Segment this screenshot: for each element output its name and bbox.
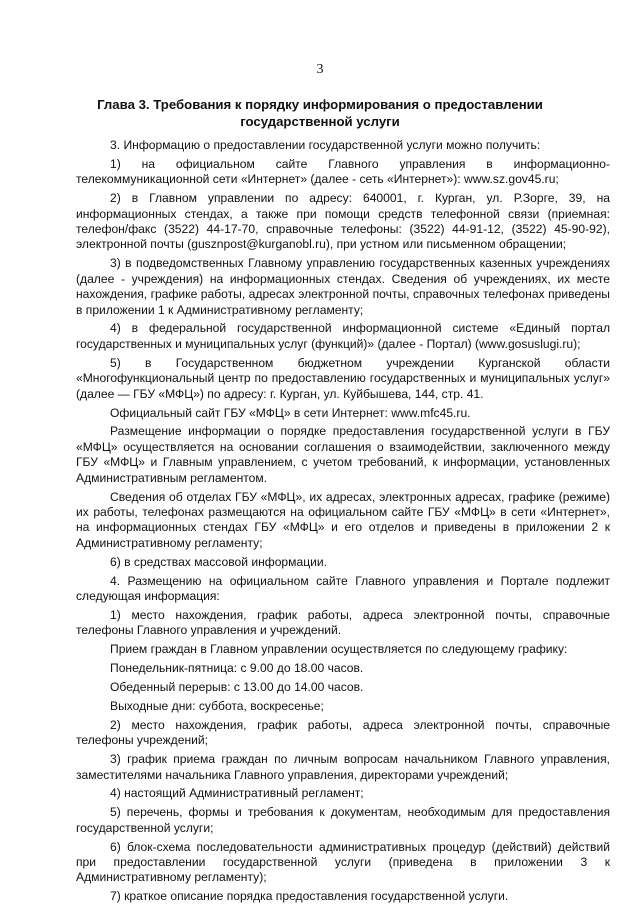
paragraph: 5) перечень, формы и требования к документам, необходимым для предоставления государственной услуги; (76, 805, 610, 835)
paragraph: Официальный сайт ГБУ «МФЦ» в сети Интернет: www.mfc45.ru. (110, 405, 471, 420)
paragraph: 3) в подведомственных Главному управлению государственных казенных учреждениях (далее - учреждения) на информационных стендах. Сведения об учреждениях, их месте нахождения, графике работы, адресах электронной почты, справочных телефонах приведены в приложении 1 к Административному регламенту; (76, 256, 610, 317)
page-number: 3 (316, 62, 324, 77)
paragraph: 7) краткое описание порядка предоставления государственной услуги. (110, 889, 509, 904)
paragraph: 4) в федеральной государственной информационной системе «Единый портал государственных и муниципальных услуг (функций)» (далее - Портал) (www.gosuslugi.ru); (76, 321, 610, 351)
paragraph: 3. Информацию о предоставлении государственной услуги можно получить: (110, 138, 541, 152)
paragraph: 4. Размещению на официальном сайте Главного управления и Портале подлежит следующая информация: (76, 573, 610, 603)
paragraph: 5) в Государственном бюджетном учреждении Курганской области «Многофункциональный центр по предоставлению государственных и муниципальных услуг» (далее — ГБУ «МФЦ») по адресу: г. Курган, ул. Куйбышева, 144, стр. 41. (76, 355, 610, 401)
paragraph: Сведения об отделах ГБУ «МФЦ», их адресах, электронных адресах, графике (режиме) их работы, телефонах размещаются на официальном сайте ГБУ «МФЦ» в сети «Интернет», на информационных стендах ГБУ «МФЦ» и его отделов и приведены в приложении 2 к Административному регламенту; (76, 489, 610, 550)
paragraph: 1) на официальном сайте Главного управления в информационно-телекоммуникационной сети «Интернет» (далее - сеть «Интернет»): www.sz.gov45.ru; (76, 156, 610, 187)
paragraph: 6) в средствах массовой информации. (110, 554, 327, 569)
paragraph: 1) место нахождения, график работы, адреса электронной почты, справочные телефоны Главного управления и учреждений. (76, 607, 610, 638)
paragraph: Обеденный перерыв: с 13.00 до 14.00 часов. (110, 680, 364, 694)
paragraph: 6) блок-схема последовательности административных процедур (действий) действий при предоставлении государственной услуги (приведена в приложении 3 к Административному регламенту); (76, 839, 610, 885)
document-body (76, 138, 610, 908)
paragraph: Выходные дни: суббота, воскресенье; (110, 698, 324, 713)
paragraph: 2) в Главном управлении по адресу: 640001, г. Курган, ул. Р.Зорге, 39, на информационных стендах, а также при помощи средств телефонной связи (приемная: телефон/факс (3522) 44-17-70, справочные телефоны: (3522) 44-91-12, (3522) 45-90-92), электронной почты (gusznpost@kurganobl.ru), при устном или письменном обращении; (76, 191, 610, 252)
paragraph: Прием граждан в Главном управлении осуществляется по следующему графику: (110, 642, 568, 657)
paragraph: Понедельник-пятница: с 9.00 до 18.00 часов. (110, 661, 364, 676)
paragraph: 4) настоящий Административный регламент; (110, 786, 364, 801)
paragraph: 2) место нахождения, график работы, адреса электронной почты, справочные телефоны учреждений; (76, 717, 610, 748)
paragraph: Размещение информации о порядке предоставления государственной услуги в ГБУ «МФЦ» осуществляется на основании соглашения о взаимодействии, заключенного между ГБУ «МФЦ» и Главным управлением, с учетом требований, к информации, установленных Административным регламентом. (76, 424, 610, 485)
chapter-title: Глава 3. Требования к порядку информирования о предоставлении государственной услуги (97, 97, 543, 129)
paragraph: 3) график приема граждан по личным вопросам начальником Главного управления, заместителями начальника Главного управления, директорами учреждений; (76, 752, 610, 782)
